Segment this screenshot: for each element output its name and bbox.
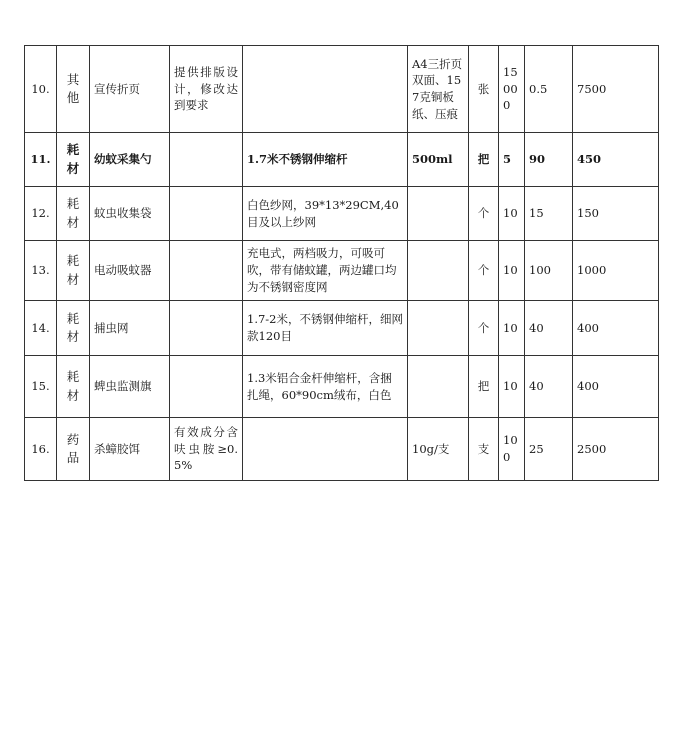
spec-cell: 1.3米铝合金杆伸缩杆，含捆扎绳，60*90cm绒布，白色 (243, 356, 408, 418)
requirement-cell (170, 241, 243, 301)
unit-price-cell: 90 (525, 133, 573, 187)
category-cell (57, 133, 90, 187)
category-text: 耗材 (66, 369, 80, 403)
unit-cell: 把 (469, 133, 499, 187)
unit-cell: 个 (469, 187, 499, 241)
category-text: 其他 (66, 71, 80, 105)
row-index: 12. (25, 187, 57, 241)
spec-cell (243, 418, 408, 481)
unit-cell: 把 (469, 356, 499, 418)
row-index: 10. (25, 46, 57, 133)
item-name-cell: 杀蟑胶饵 (90, 418, 170, 481)
total-cell: 7500 (573, 46, 659, 133)
table-row (25, 301, 659, 356)
row-index: 15. (25, 356, 57, 418)
table-row (25, 418, 659, 481)
quantity-cell: 10 (499, 301, 525, 356)
spec-cell: 1.7-2米，不锈钢伸缩杆，细网款120目 (243, 301, 408, 356)
category-cell (57, 356, 90, 418)
category-text: 药品 (66, 431, 80, 465)
unit-price-cell: 25 (525, 418, 573, 481)
package-cell: A4三折页双面、157克铜板纸、压痕 (408, 46, 469, 133)
item-name-cell: 幼蚊采集勺 (90, 133, 170, 187)
unit-price-cell: 40 (525, 356, 573, 418)
table-row (25, 46, 659, 133)
row-index: 11. (25, 133, 57, 187)
unit-cell: 个 (469, 301, 499, 356)
category-cell (57, 301, 90, 356)
package-cell (408, 241, 469, 301)
item-name-cell: 宣传折页 (90, 46, 170, 133)
unit-price-cell: 0.5 (525, 46, 573, 133)
total-cell: 2500 (573, 418, 659, 481)
unit-cell: 张 (469, 46, 499, 133)
spec-cell: 充电式，两档吸力，可吸可吹，带有储蚊罐，两边罐口均为不锈钢密度网 (243, 241, 408, 301)
unit-price-cell: 100 (525, 241, 573, 301)
unit-price-cell: 40 (525, 301, 573, 356)
quantity-cell: 5 (499, 133, 525, 187)
table-row (25, 187, 659, 241)
item-name-cell: 电动吸蚊器 (90, 241, 170, 301)
quantity-cell: 100 (499, 418, 525, 481)
requirement-cell (170, 356, 243, 418)
item-name-cell: 蚊虫收集袋 (90, 187, 170, 241)
package-cell (408, 187, 469, 241)
category-text: 耗材 (66, 142, 80, 176)
unit-cell: 个 (469, 241, 499, 301)
quantity-cell: 10 (499, 356, 525, 418)
total-cell: 400 (573, 301, 659, 356)
total-cell: 450 (573, 133, 659, 187)
category-text: 耗材 (66, 310, 80, 344)
table-row (25, 241, 659, 301)
spec-cell: 1.7米不锈钢伸缩杆 (243, 133, 408, 187)
item-name-cell: 捕虫网 (90, 301, 170, 356)
package-cell (408, 301, 469, 356)
package-cell (408, 356, 469, 418)
package-cell: 10g/支 (408, 418, 469, 481)
quantity-cell: 10 (499, 187, 525, 241)
category-cell (57, 187, 90, 241)
package-cell: 500ml (408, 133, 469, 187)
procurement-table (24, 45, 659, 481)
spec-cell: 白色纱网，39*13*29CM,40目及以上纱网 (243, 187, 408, 241)
table-row (25, 356, 659, 418)
requirement-cell (170, 133, 243, 187)
category-cell (57, 46, 90, 133)
total-cell: 400 (573, 356, 659, 418)
requirement-cell: 提供排版设计，修改达到要求 (170, 46, 243, 133)
requirement-cell: 有效成分含呋虫胺≥0.5% (170, 418, 243, 481)
item-name-cell: 蜱虫监测旗 (90, 356, 170, 418)
table-row (25, 133, 659, 187)
row-index: 14. (25, 301, 57, 356)
quantity-cell: 15000 (499, 46, 525, 133)
unit-cell: 支 (469, 418, 499, 481)
quantity-cell: 10 (499, 241, 525, 301)
unit-price-cell: 15 (525, 187, 573, 241)
row-index: 16. (25, 418, 57, 481)
category-text: 耗材 (66, 196, 80, 230)
requirement-cell (170, 301, 243, 356)
total-cell: 150 (573, 187, 659, 241)
row-index: 13. (25, 241, 57, 301)
category-cell (57, 418, 90, 481)
category-cell (57, 241, 90, 301)
spec-cell (243, 46, 408, 133)
category-text: 耗材 (66, 253, 80, 287)
requirement-cell (170, 187, 243, 241)
total-cell: 1000 (573, 241, 659, 301)
